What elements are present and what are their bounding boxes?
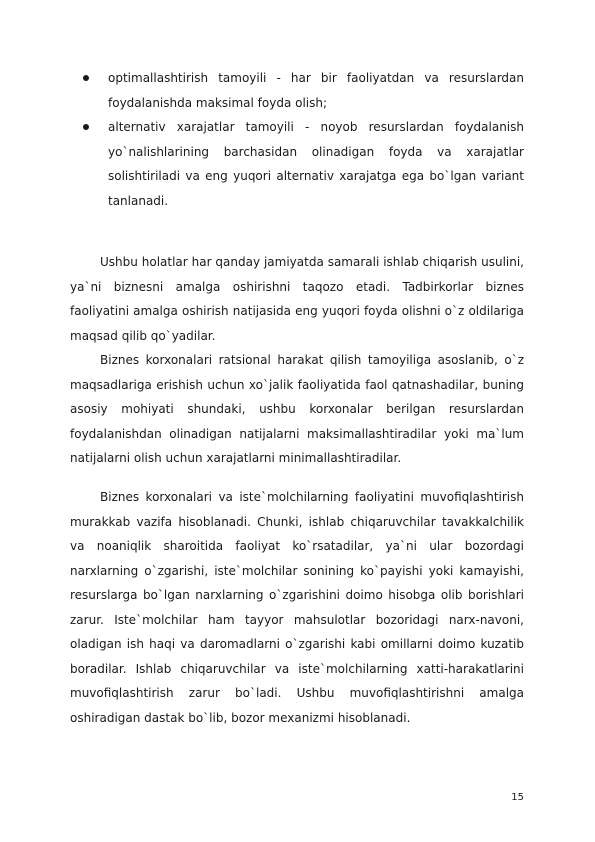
bullet-dot-icon [83, 124, 89, 130]
body-paragraph: Biznes korxonalari ratsional harakat qilish tamoyiliga asoslanib, o`z maqsadlariga erishish uchun xo`jalik faoliyatida faol qatnashadilar, buning asosiy mohiyati shundaki, ushbu korxonalar berilgan resurslardan foydalanishdan olinadigan natijalarni maksimallashtiradilar yoki ma`lum natijalarni olish uchun xarajatlarni minimallashtiradilar. [70, 353, 524, 465]
bullet-list [108, 66, 524, 213]
page-number: 15 [511, 792, 524, 803]
bullet-text: alternativ xarajatlar tamoyili - noyob resurslardan foydalanish yo`nalishlarining barchasidan olinadigan foyda va xarajatlar solishtiriladi va eng yuqori alternativ xarajatga ega bo`lgan variant tanlanadi. [108, 120, 524, 208]
bullet-dot-icon [83, 75, 89, 81]
body-paragraph: Ushbu holatlar har qanday jamiyatda samarali ishlab chiqarish usulini, ya`ni biznesni amalga oshirishni taqozo etadi. Tadbirkorlar biznes faoliyatini amalga oshirish natijasida eng yuqori foyda olishni o`z oldilariga maqsad qilib qo`yadilar. [70, 255, 524, 343]
body-paragraph: Biznes korxonalari va iste`molchilarning faoliyatini muvofiqlashtirish murakkab vazifa hisoblanadi. Chunki, ishlab chiqaruvchilar tavakkalchilik va noaniqlik sharoitida faoliyat ko`rsatadilar, ya`ni ular bozordagi narxlarning o`zgarishi, iste`molchilar sonining ko`payishi yoki kamayishi, resurslarga bo`lgan narxlarning o`zgarishini doimo hisobga olib borishlari zarur. Iste`molchilar ham tayyor mahsulotlar bozoridagi narx-navoni, oladigan ish haqi va daromadlarni o`zgarishi kabi omillarni doimo kuzatib boradilar. Ishlab chiqaruvchilar va iste`molchilarning xatti-harakatlarini muvofiqlashtirish zarur bo`ladi. Ushbu muvofiqlashtirishni amalga oshiradigan dastak bo`lib, bozor mexanizmi hisoblanadi. [70, 490, 524, 725]
bullet-item [108, 66, 524, 115]
bullet-text: optimallashtirish tamoyili - har bir faoliyatdan va resurslardan foydalanishda maksimal foyda olish; [108, 71, 524, 110]
bullet-item [108, 115, 524, 213]
